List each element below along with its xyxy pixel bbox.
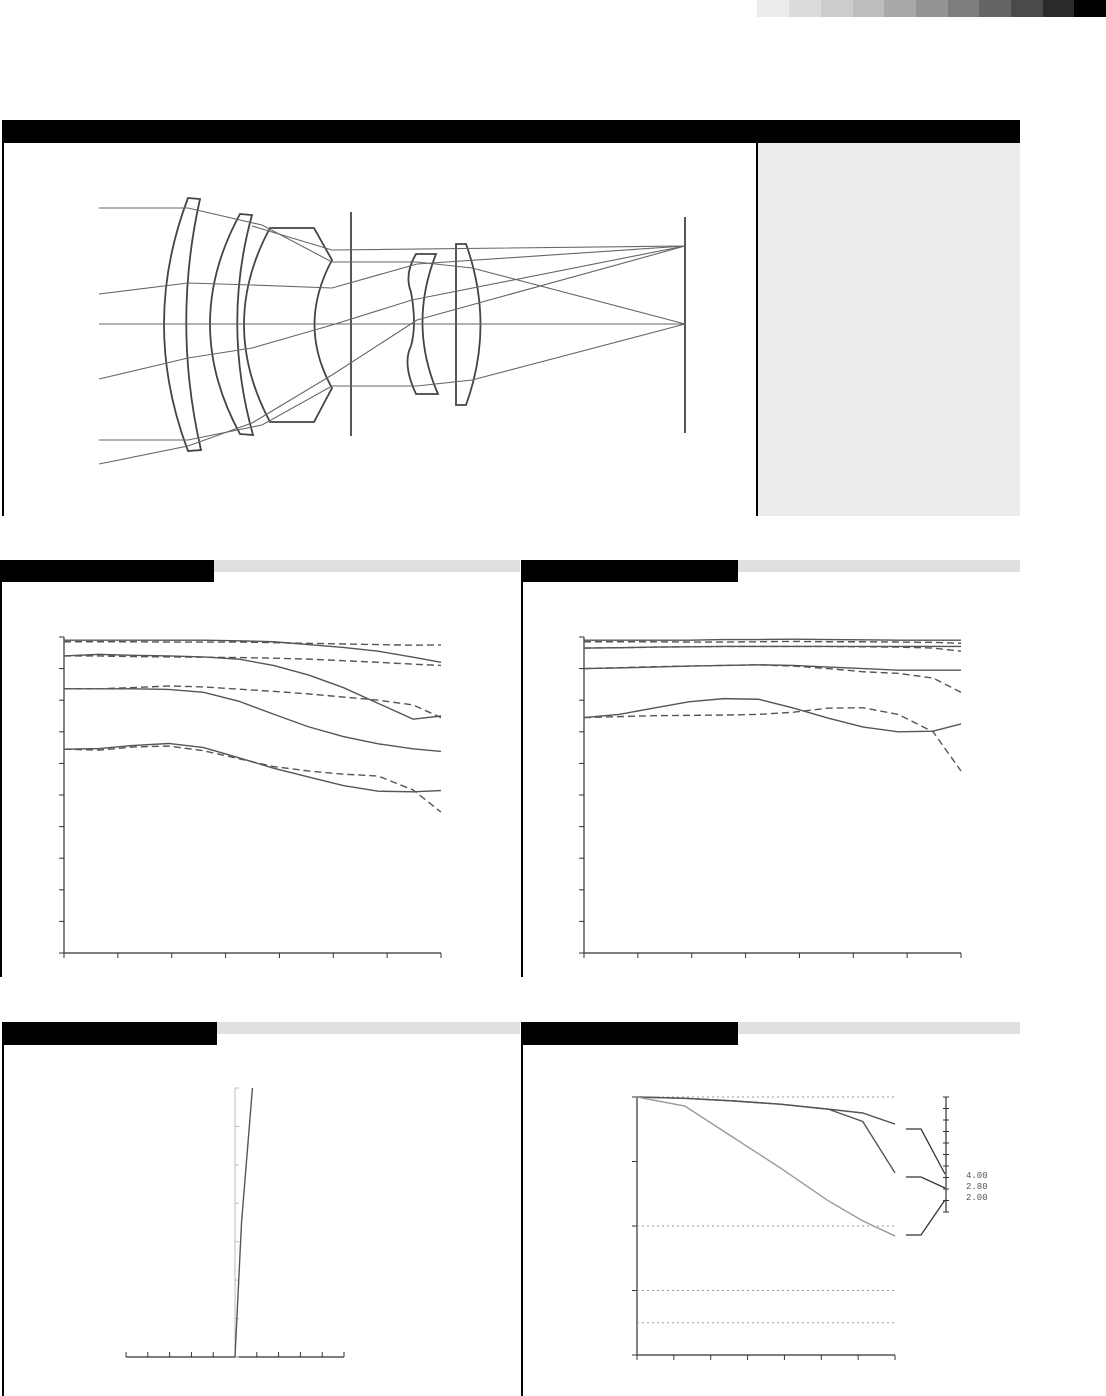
series-line (637, 1097, 895, 1124)
legend-label: 4.00 (966, 1171, 988, 1181)
series-line (637, 1097, 895, 1236)
legend-connector (906, 1129, 945, 1174)
legend-connector (906, 1200, 945, 1235)
legend-label: 2.80 (966, 1182, 988, 1192)
legend-label: 2.00 (966, 1193, 988, 1203)
series-line (637, 1097, 895, 1173)
legend-connector (906, 1177, 945, 1188)
